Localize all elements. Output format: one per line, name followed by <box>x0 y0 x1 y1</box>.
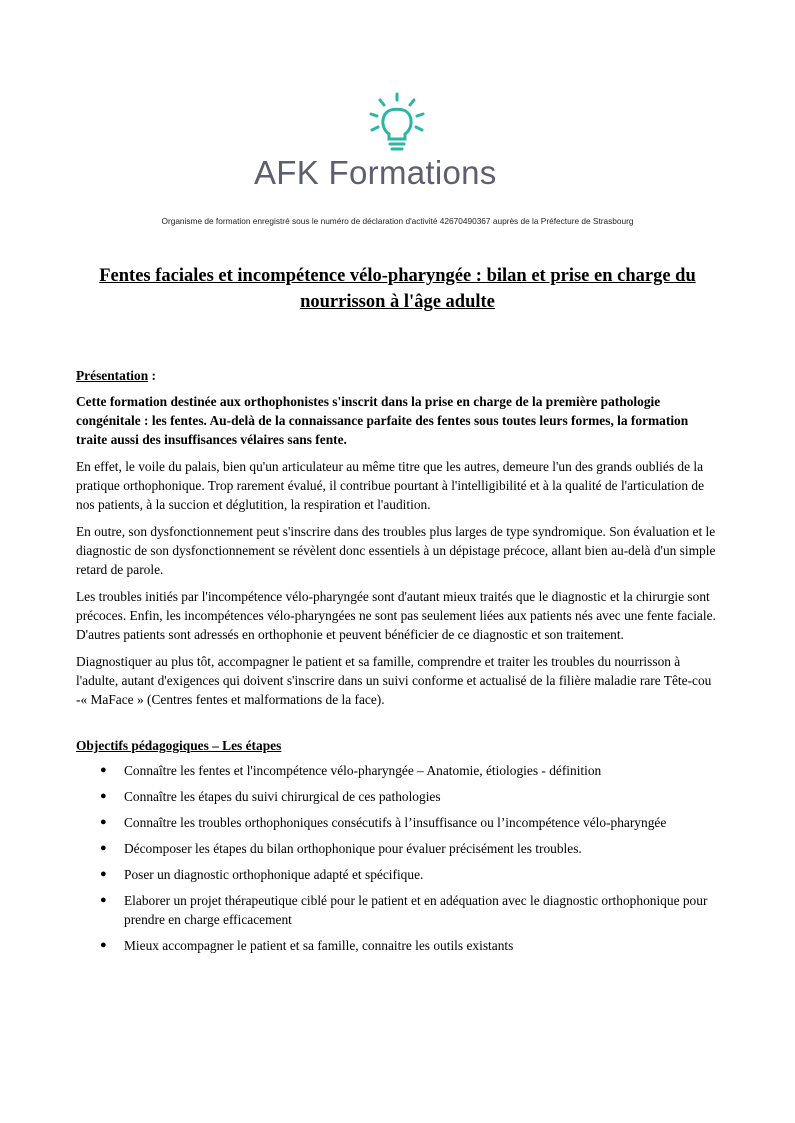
presentation-paragraph: En outre, son dysfonctionnement peut s'inscrire dans des troubles plus larges de type syndromique. Son évaluation et le diagnostic de son dysfonctionnement se révèlent donc essentiels à un dépistage précoce, allant bien au-delà d'un simple retard de parole. <box>76 524 716 577</box>
brand-name: AFK Formations <box>254 154 497 191</box>
bullet-icon: ● <box>100 842 107 854</box>
bullet-icon: ● <box>100 764 107 776</box>
presentation-heading-colon: : <box>148 368 156 383</box>
presentation-paragraph: Diagnostiquer au plus tôt, accompagner le patient et sa famille, comprendre et traiter les troubles du nourrisson à l'adulte, autant d'exigences qui doivent s'inscrire dans un suivi conforme et actualisé de la filière maladie rare Tête-cou -« MaFace » (Centres fentes et malformations de la face). <box>76 654 712 707</box>
bullet-icon: ● <box>100 939 107 951</box>
list-item <box>76 787 720 806</box>
objective-text: Poser un diagnostic orthophonique adapté et spécifique. <box>124 867 424 882</box>
objective-text: Décomposer les étapes du bilan orthophonique pour évaluer précisément les troubles. <box>124 841 582 856</box>
list-item <box>76 813 720 832</box>
presentation-heading <box>76 366 720 385</box>
registration-notice: Organisme de formation enregistré sous le numéro de déclaration d'activité 42670490367 auprès de la Préfecture de Strasbourg <box>161 216 634 226</box>
objective-text: Connaître les troubles orthophoniques consécutifs à l’insuffisance ou l’incompétence vélo-pharyngée <box>124 815 667 830</box>
objective-text: Mieux accompagner le patient et sa famille, connaitre les outils existants <box>124 938 514 953</box>
lightbulb-icon <box>366 92 428 154</box>
presentation-heading-text: Présentation <box>76 368 149 383</box>
presentation-intro: Cette formation destinée aux orthophonistes s'inscrit dans la prise en charge de la première pathologie congénitale : les fentes. Au-delà de la connaissance parfaite des fentes sous toutes leurs formes, la formation traite aussi des insuffisances vélaires sans fente. <box>76 394 689 447</box>
bullet-icon: ● <box>100 894 107 906</box>
objective-text: Elaborer un projet thérapeutique ciblé pour le patient et en adéquation avec le diagnostic orthophonique pour prendre en charge efficacement <box>124 893 708 927</box>
bullet-icon: ● <box>100 790 107 802</box>
list-item <box>76 891 720 929</box>
presentation-paragraph: Les troubles initiés par l'incompétence vélo-pharyngée sont d'autant mieux traités que le diagnostic et la chirurgie sont précoces. Enfin, les incompétences vélo-pharyngées ne sont pas seulement liées aux patients nés avec une fente faciale. D'autres patients sont adressés en orthophonie et peuvent bénéficier de ce diagnostic et son traitement. <box>76 589 716 642</box>
objective-text: Connaître les fentes et l'incompétence vélo-pharyngée – Anatomie, étiologies - définition <box>124 763 602 778</box>
bullet-icon: ● <box>100 868 107 880</box>
list-item <box>76 761 720 780</box>
objectives-list <box>76 761 720 955</box>
objectives-heading: Objectifs pédagogiques – Les étapes <box>76 738 282 753</box>
bullet-icon: ● <box>100 816 107 828</box>
list-item <box>76 839 720 858</box>
list-item <box>76 936 720 955</box>
document-body <box>76 366 720 962</box>
objective-text: Connaître les étapes du suivi chirurgical de ces pathologies <box>124 789 441 804</box>
header-logo <box>0 92 795 202</box>
list-item <box>76 865 720 884</box>
presentation-paragraph: En effet, le voile du palais, bien qu'un articulateur au même titre que les autres, demeure l'un des grands oubliés de la pratique orthophonique. Trop rarement évalué, il contribue pourtant à l'intelligibilité et à la qualité de l'articulation de nos patients, à la succion et déglutition, la respiration et l'audition. <box>76 459 705 512</box>
document-title: Fentes faciales et incompétence vélo-pharyngée : bilan et prise en charge du nourrisson à l'âge adulte <box>99 266 696 312</box>
